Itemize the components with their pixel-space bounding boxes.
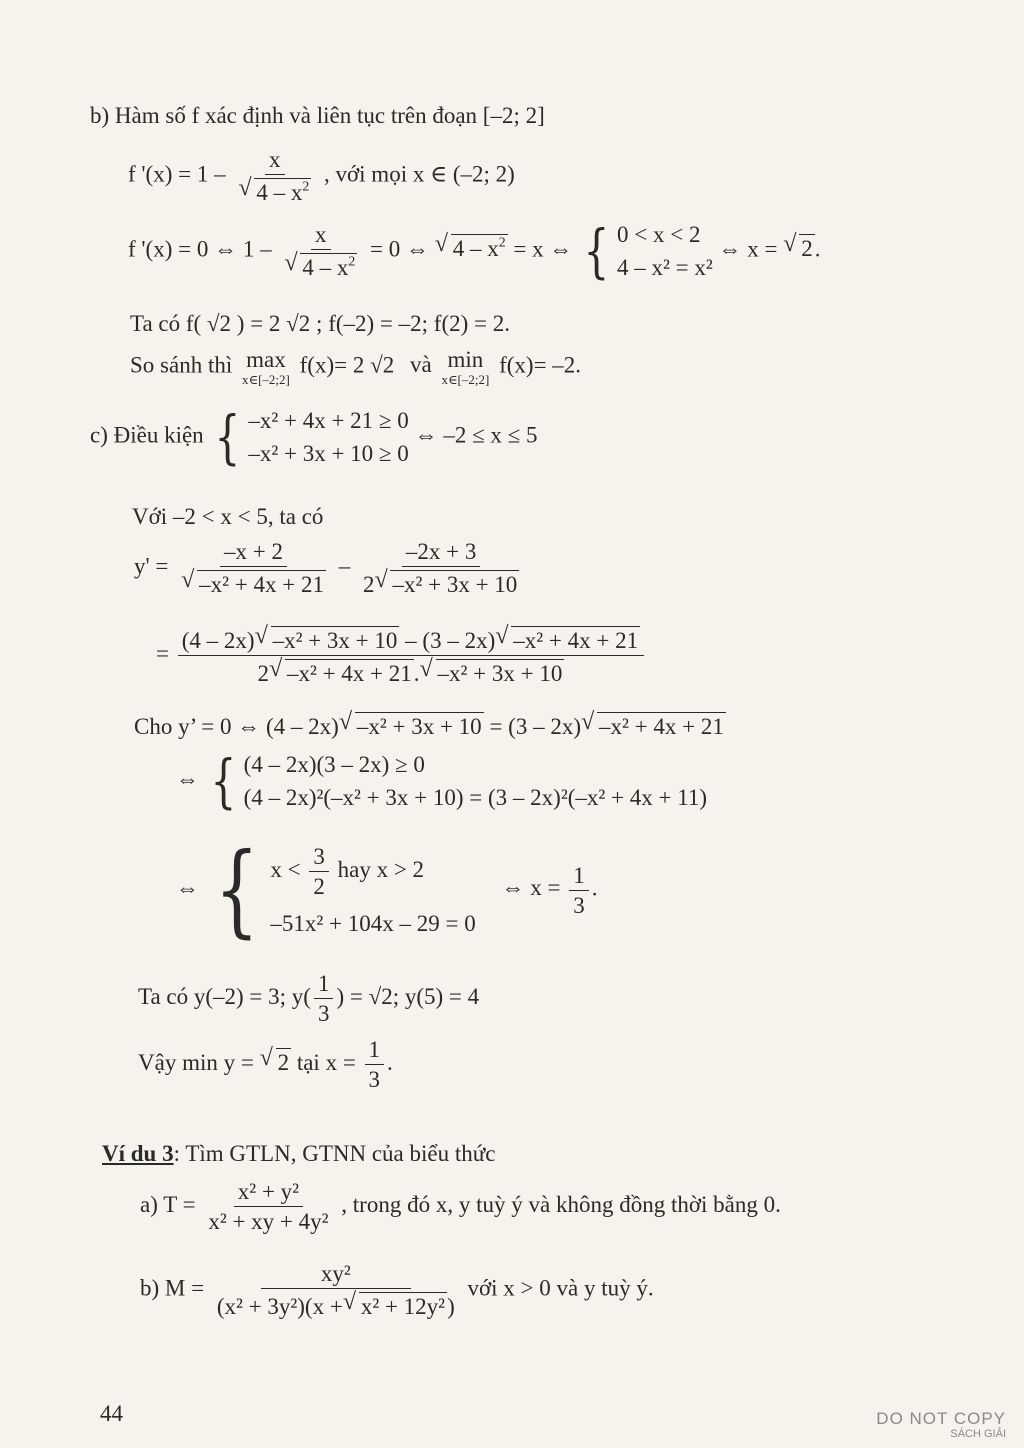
conclusion-line: Vậy min y = √ 2 tại x = $\frac{1}{3}$ . [138, 1038, 393, 1091]
example3-a [140, 1180, 781, 1233]
values-line-b: Ta có f( √2 ) = 2 √2 ; f(–2) = –2; f(2) = 2. [130, 311, 510, 336]
result-num: 1 [569, 864, 589, 891]
derivative-fraction [234, 148, 315, 204]
eq-result-rad: 2 [801, 236, 813, 262]
frac1-num: –x + 2 [220, 540, 287, 567]
max-value: f(x)= 2 √2 [299, 352, 395, 378]
eq-fraction [280, 223, 361, 279]
conclusion-rad: 2 [277, 1049, 290, 1075]
system-a [205, 747, 708, 815]
system-a-line1: (4 – 2x)(3 – 2x) ≥ 0 [243, 752, 425, 777]
min-operator [441, 348, 489, 386]
example3-heading: Ví du 3 [102, 1141, 174, 1166]
watermark-line2: SÁCH GIẢI [950, 1428, 1006, 1440]
yprime-frac1 [177, 540, 330, 596]
system-b [578, 217, 713, 285]
sysb1-post: hay x > 2 [337, 856, 425, 882]
values-line-c [138, 972, 479, 1025]
system-b2 [205, 831, 476, 948]
a-num: x² + y² [234, 1180, 303, 1207]
a-den: x² + xy + 4y² [208, 1209, 329, 1234]
combined-line [156, 626, 647, 685]
sqrt-symbol [260, 1048, 292, 1074]
eq-after: = x ⇔ [513, 236, 573, 262]
system-b-line1: 0 < x < 2 [617, 222, 701, 247]
compare-line [130, 348, 581, 386]
values-num: 1 [314, 972, 334, 999]
b-num: xy² [261, 1262, 411, 1289]
sysb1-pre: x < [270, 856, 301, 882]
three-halves [309, 845, 329, 898]
sqrt-symbol: √ $4 - x^2$ [435, 234, 508, 260]
eq-lhs: f '(x) = 0 ⇔ 1 – [128, 236, 272, 262]
frac2-num: –2x + 3 [402, 540, 480, 567]
brace-symbol: { [214, 831, 259, 948]
cho-rad2: –x² + 4x + 21 [598, 714, 724, 739]
derivative-den: 4 – x [256, 180, 303, 205]
min-value: f(x)= –2. [499, 352, 582, 378]
yprime-lhs: y' = [134, 553, 169, 579]
conclusion-num: 1 [365, 1038, 385, 1065]
big-den-rad1: –x² + 4x + 21 [286, 661, 412, 686]
system-a-line2: (4 – 2x)²(–x² + 3x + 10) = (3 – 2x)²(–x² + 4x + 11) [243, 785, 708, 810]
system-b-line: ⇔ { x < $\frac{3}{2}$ hay x > 2 –51x² + 104x – 29 = 0 ⇔ x = $\frac{1}{3}$ . [176, 831, 598, 948]
conclusion-den: 3 [368, 1067, 381, 1092]
iff-symbol: ⇔ [176, 875, 199, 901]
min-sub: x∈[–2;2] [441, 372, 490, 387]
cho-rad1: –x² + 3x + 10 [356, 714, 482, 739]
three-halves-den: 2 [313, 874, 325, 899]
b-den-rad: x² + 12y² [360, 1294, 446, 1319]
system-b2-line1 [270, 845, 475, 898]
sqrt-symbol [495, 626, 640, 652]
combined-lhs: = [156, 640, 169, 666]
sqrt-symbol [783, 234, 815, 260]
sqrt-symbol [374, 570, 519, 596]
example3-b [140, 1262, 654, 1318]
watermark-line1: DO NOT COPY [876, 1409, 1006, 1428]
and-word: và [409, 352, 432, 378]
conclusion-mid: tại x = [296, 1049, 356, 1075]
big-num-a-rad: –x² + 3x + 10 [272, 628, 398, 653]
result-den: 3 [573, 892, 585, 918]
cho-line [134, 712, 726, 738]
system-a-line [176, 747, 708, 815]
example3-heading-line [102, 1142, 495, 1165]
sqrt-symbol [420, 659, 565, 685]
a-tail: , trong đó x, y tuỳ ý và không đồng thời bằng 0. [341, 1191, 781, 1217]
critical-point-line: f '(x) = 0 ⇔ 1 – x √ $4 - x^2$ = 0 ⇔ √ $4 - x^2 = x$ ⇔ { 0 < x < 2 4 – x² = x² ⇔ x = √ 2. [128, 222, 821, 280]
values-den: 3 [317, 1001, 330, 1026]
big-den-pre: 2 [257, 661, 269, 686]
brace-symbol: { [583, 217, 610, 285]
max-operator [242, 348, 290, 386]
yprime-frac2 [359, 540, 523, 596]
frac2-den: –x² + 3x + 10 [392, 572, 518, 597]
sqrt-symbol [269, 659, 414, 685]
b-den-pre: (x² + 3y²)(x + [216, 1294, 343, 1319]
condition-line [90, 403, 538, 471]
watermark-logo [876, 1410, 1006, 1440]
iff-symbol: ⇔ [176, 766, 199, 792]
a-lhs: a) T = [140, 1191, 196, 1217]
max-word: max [246, 347, 286, 372]
part-b-intro: b) Hàm số f xác định và liên tục trên đoạn [–2; 2] [90, 103, 545, 128]
sqrt-symbol [581, 712, 726, 738]
values-fraction [314, 972, 334, 1025]
derivative-lhs: f '(x) = 1 – [128, 161, 226, 187]
sqrt-symbol: √ $4 - x^2$ [238, 178, 311, 204]
conclusion-prefix: Vậy min y = [138, 1049, 254, 1075]
eq-frac-den: 4 – x [302, 255, 349, 280]
sqrt-symbol [343, 1292, 447, 1318]
derivative-num: x [265, 148, 285, 175]
system-b-line2: 4 – x² = x² [617, 255, 713, 280]
b-den-post: ) [447, 1294, 455, 1319]
eq-frac-num: x [311, 223, 331, 250]
derivative-line [128, 148, 515, 204]
minus-sign: – [338, 553, 351, 579]
eq-rad: 4 – x [452, 236, 499, 262]
sqrt-symbol [255, 626, 400, 652]
sqrt-symbol [181, 570, 326, 596]
sqrt-symbol: √ $4 - x^2$ [284, 253, 357, 279]
compare-prefix: So sánh thì [130, 352, 233, 378]
example3-heading-tail: : Tìm GTLN, GTNN của biểu thức [173, 1141, 496, 1166]
condition-system [209, 403, 409, 471]
cho-prefix: Cho y’ = 0 ⇔ (4 – 2x) [134, 714, 339, 739]
brace-symbol: { [210, 747, 237, 815]
max-sub: x∈[–2;2] [241, 372, 290, 387]
frac1-den: –x² + 4x + 21 [199, 572, 324, 597]
result-fraction [569, 864, 589, 917]
eq-result: ⇔ x = [718, 236, 778, 262]
b-tail: với x > 0 và y tuỳ ý. [467, 1275, 654, 1301]
condition-1: –x² + 4x + 21 ≥ 0 [248, 408, 409, 433]
values-suffix: ) = √2; y(5) = 4 [336, 983, 480, 1009]
cho-mid: = (3 – 2x) [483, 714, 581, 739]
yprime-line [134, 540, 526, 596]
eq-mid: = 0 ⇔ [370, 236, 429, 262]
b-lhs: b) M = [140, 1275, 205, 1301]
condition-2: –x² + 3x + 10 ≥ 0 [248, 441, 409, 466]
three-halves-num: 3 [309, 845, 329, 872]
b-fraction [213, 1262, 459, 1318]
min-word: min [447, 347, 484, 372]
page-number: 44 [100, 1401, 123, 1426]
big-num-a: (4 – 2x) [181, 628, 255, 653]
brace-symbol: { [214, 403, 241, 471]
big-den-dot: . [413, 661, 420, 686]
big-num-b-rad: –x² + 4x + 21 [513, 628, 639, 653]
with-line: Với –2 < x < 5, ta có [132, 504, 324, 529]
frac2-den-pre: 2 [362, 572, 375, 597]
derivative-tail: , với mọi x ∈ (–2; 2) [324, 161, 515, 187]
values-prefix: Ta có y(–2) = 3; y( [138, 983, 311, 1009]
sqrt-symbol [339, 712, 484, 738]
sysb-result: ⇔ x = [501, 875, 561, 901]
conclusion-fraction [365, 1038, 385, 1091]
condition-label: c) Điều kiện [90, 422, 204, 448]
combined-fraction [178, 626, 644, 685]
big-num-b: – (3 – 2x) [399, 628, 496, 653]
system-b2-line2: –51x² + 104x – 29 = 0 [270, 911, 476, 936]
a-fraction [204, 1180, 332, 1233]
big-den-rad2: –x² + 3x + 10 [437, 661, 563, 686]
condition-result: ⇔ –2 ≤ x ≤ 5 [414, 422, 538, 448]
